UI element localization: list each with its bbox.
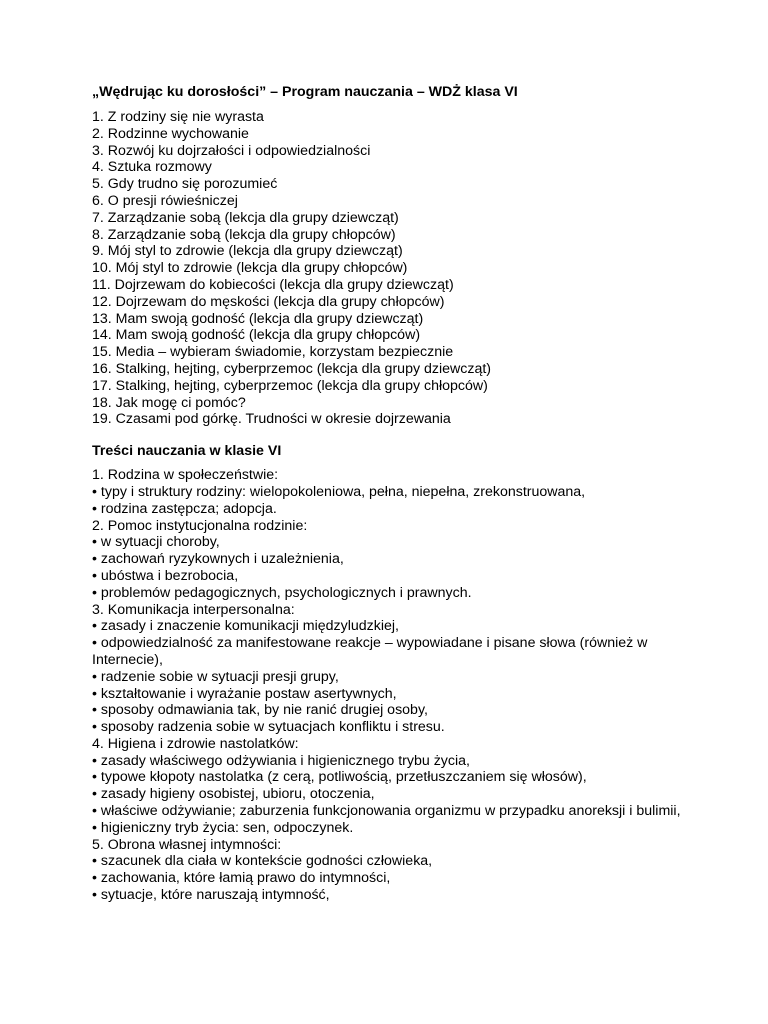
content-line: • sposoby odmawiania tak, by nie ranić drugiej osoby,	[92, 702, 428, 719]
content-line: 4. Higiena i zdrowie nastolatków:	[92, 735, 299, 752]
content-line: • kształtowanie i wyrażanie postaw asertywnych,	[92, 685, 397, 702]
content-line: 2. Pomoc instytucjonalna rodzinie:	[92, 517, 308, 534]
lesson-item: 15. Media – wybieram świadomie, korzystam bezpiecznie	[92, 344, 454, 361]
content-line: • właściwe odżywianie; zaburzenia funkcjonowania organizmu w przypadku anoreksji i bulimii,	[92, 803, 681, 820]
content-line: • zasady i znaczenie komunikacji międzyludzkiej,	[92, 618, 399, 635]
lesson-item: 13. Mam swoją godność (lekcja dla grupy dziewcząt)	[92, 310, 424, 327]
lesson-item: 2. Rodzinne wychowanie	[92, 125, 249, 142]
content-line: • zasady właściwego odżywiania i higienicznego trybu życia,	[92, 752, 470, 769]
content-line: • typowe kłopoty nastolatka (z cerą, potliwością, przetłuszczaniem się włosów),	[92, 769, 587, 786]
lesson-item: 5. Gdy trudno się porozumieć	[92, 176, 278, 193]
content-section-title: Treści nauczania w klasie VI	[92, 443, 282, 460]
content-line: • typy i struktury rodziny: wielopokoleniowa, pełna, niepełna, zrekonstruowana,	[92, 483, 586, 500]
content-line: 3. Komunikacja interpersonalna:	[92, 601, 295, 618]
lesson-item: 16. Stalking, hejting, cyberprzemoc (lekcja dla grupy dziewcząt)	[92, 360, 492, 377]
lesson-item: 8. Zarządzanie sobą (lekcja dla grupy chłopców)	[92, 226, 396, 243]
content-line: • zasady higieny osobistej, ubioru, otoczenia,	[92, 786, 375, 803]
content-line: • sposoby radzenia sobie w sytuacjach konfliktu i stresu.	[92, 719, 445, 736]
lesson-item: 19. Czasami pod górkę. Trudności w okresie dojrzewania	[92, 411, 451, 428]
content-line: • odpowiedzialność za manifestowane reakcje – wypowiadane i pisane słowa (również w Internecie),	[92, 635, 648, 668]
content-list	[92, 467, 692, 904]
lesson-item: 10. Mój styl to zdrowie (lekcja dla grupy chłopców)	[92, 260, 408, 277]
lesson-item: 17. Stalking, hejting, cyberprzemoc (lekcja dla grupy chłopców)	[92, 377, 488, 394]
lesson-item: 1. Z rodziny się nie wyrasta	[92, 109, 264, 125]
lesson-item: 14. Mam swoją godność (lekcja dla grupy chłopców)	[92, 327, 421, 344]
document-title: „Wędrując ku dorosłości” – Program nauczania – WDŻ klasa VI	[92, 84, 518, 100]
lesson-item: 6. O presji rówieśniczej	[92, 192, 238, 209]
content-line: • zachowań ryzykownych i uzależnienia,	[92, 551, 344, 568]
lesson-item: 4. Sztuka rozmowy	[92, 159, 212, 176]
content-line: • szacunek dla ciała w kontekście godności człowieka,	[92, 853, 433, 870]
lesson-item: 12. Dojrzewam do męskości (lekcja dla grupy chłopców)	[92, 293, 445, 310]
content-line: • ubóstwa i bezrobocia,	[92, 567, 239, 584]
content-line: 5. Obrona własnej intymności:	[92, 836, 282, 853]
lesson-item: 3. Rozwój ku dojrzałości i odpowiedzialności	[92, 142, 371, 159]
content-line: • rodzina zastępcza; adopcja.	[92, 500, 277, 517]
content-line: 1. Rodzina w społeczeństwie:	[92, 467, 279, 484]
lesson-list	[92, 109, 692, 428]
lesson-item: 11. Dojrzewam do kobiecości (lekcja dla grupy dziewcząt)	[92, 276, 454, 293]
content-line: • w sytuacji choroby,	[92, 534, 220, 551]
lesson-item: 18. Jak mogę ci pomóc?	[92, 394, 246, 411]
content-line: • problemów pedagogicznych, psychologicznych i prawnych.	[92, 584, 472, 601]
lesson-item: 9. Mój styl to zdrowie (lekcja dla grupy dziewcząt)	[92, 243, 403, 260]
content-line: • radzenie sobie w sytuacji presji grupy,	[92, 668, 339, 685]
content-line: • higieniczny tryb życia: sen, odpoczynek.	[92, 819, 354, 836]
content-line: • zachowania, które łamią prawo do intymności,	[92, 870, 391, 887]
content-line: • sytuacje, które naruszają intymność,	[92, 887, 330, 904]
document-page	[92, 83, 692, 904]
lesson-item: 7. Zarządzanie sobą (lekcja dla grupy dziewcząt)	[92, 209, 399, 226]
